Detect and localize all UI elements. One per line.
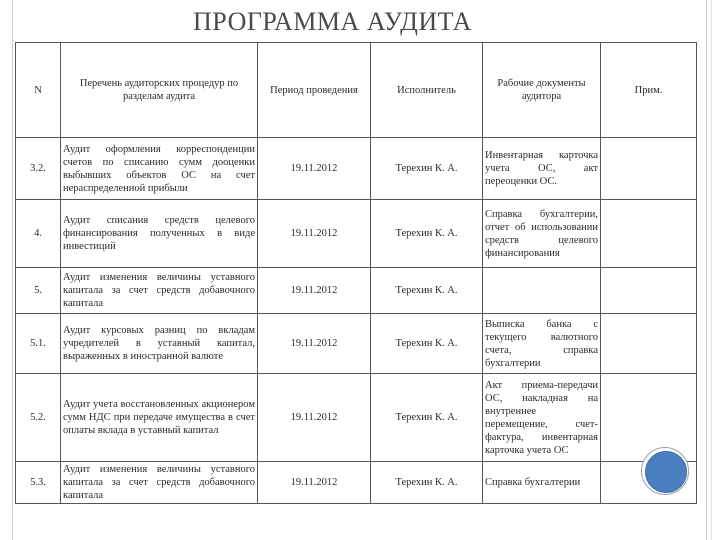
row-number: 5. bbox=[16, 268, 61, 314]
row-procedure: Аудит курсовых разниц по вкладам учредителей в уставный капитал, выраженных в иностранной валюте bbox=[61, 314, 258, 374]
row-executor: Терехин К. А. bbox=[371, 314, 483, 374]
row-number: 5.2. bbox=[16, 374, 61, 462]
row-note bbox=[601, 374, 697, 462]
row-executor: Терехин К. А. bbox=[371, 268, 483, 314]
header-period: Период проведения bbox=[258, 43, 371, 138]
row-note bbox=[601, 138, 697, 200]
row-executor: Терехин К. А. bbox=[371, 200, 483, 268]
table-row bbox=[16, 374, 697, 462]
row-period: 19.11.2012 bbox=[258, 268, 371, 314]
header-note: Прим. bbox=[601, 43, 697, 138]
row-note bbox=[601, 200, 697, 268]
audit-program-table bbox=[15, 42, 697, 504]
table-row bbox=[16, 138, 697, 200]
row-procedure: Аудит изменения величины уставного капитала за счет средств добавочного капитала bbox=[61, 268, 258, 314]
header-executor: Исполнитель bbox=[371, 43, 483, 138]
row-executor: Терехин К. А. bbox=[371, 138, 483, 200]
row-procedure: Аудит учета восстановленных акционером сумм НДС при передаче имущества в счет оплаты вклада в уставный капитал bbox=[61, 374, 258, 462]
table-row bbox=[16, 200, 697, 268]
row-documents: Справка бухгалтерии bbox=[483, 462, 601, 504]
row-period: 19.11.2012 bbox=[258, 138, 371, 200]
row-documents: Акт приема-передачи ОС, накладная на внутреннее перемещение, счет-фактура, инвентарная карточка учета ОС bbox=[483, 374, 601, 462]
row-number: 4. bbox=[16, 200, 61, 268]
row-documents: Инвентарная карточка учета ОС, акт переоценки ОС. bbox=[483, 138, 601, 200]
slide-frame-right-line-outer bbox=[711, 0, 712, 540]
row-note bbox=[601, 314, 697, 374]
slide-frame-right-line bbox=[706, 0, 707, 540]
row-documents: Справка бухгалтерии, отчет об использовании средств целевого финансирования bbox=[483, 200, 601, 268]
table-header-row bbox=[16, 43, 697, 138]
decorative-blue-circle bbox=[645, 451, 687, 493]
row-documents: Выписка банка с текущего валютного счета, справка бухгалтерии bbox=[483, 314, 601, 374]
row-period: 19.11.2012 bbox=[258, 374, 371, 462]
header-number: N bbox=[16, 43, 61, 138]
row-procedure: Аудит оформления корреспонденции счетов по списанию сумм дооценки выбывших объектов ОС на счет нераспределенной прибыли bbox=[61, 138, 258, 200]
row-period: 19.11.2012 bbox=[258, 462, 371, 504]
row-documents bbox=[483, 268, 601, 314]
row-executor: Терехин К. А. bbox=[371, 374, 483, 462]
row-period: 19.11.2012 bbox=[258, 200, 371, 268]
row-number: 3.2. bbox=[16, 138, 61, 200]
table-row bbox=[16, 268, 697, 314]
table-row bbox=[16, 314, 697, 374]
header-procedures: Перечень аудиторских процедур по разделам аудита bbox=[61, 43, 258, 138]
row-procedure: Аудит списания средств целевого финансирования полученных в виде инвестиций bbox=[61, 200, 258, 268]
row-number: 5.1. bbox=[16, 314, 61, 374]
table-row bbox=[16, 462, 697, 504]
row-note bbox=[601, 268, 697, 314]
row-number: 5.3. bbox=[16, 462, 61, 504]
row-period: 19.11.2012 bbox=[258, 314, 371, 374]
row-procedure: Аудит изменения величины уставного капитала за счет средств добавочного капитала bbox=[61, 462, 258, 504]
slide-frame-left-line bbox=[12, 0, 13, 540]
page-title: ПРОГРАММА АУДИТА bbox=[193, 7, 472, 36]
row-executor: Терехин К. А. bbox=[371, 462, 483, 504]
header-documents: Рабочие документы аудитора bbox=[483, 43, 601, 138]
